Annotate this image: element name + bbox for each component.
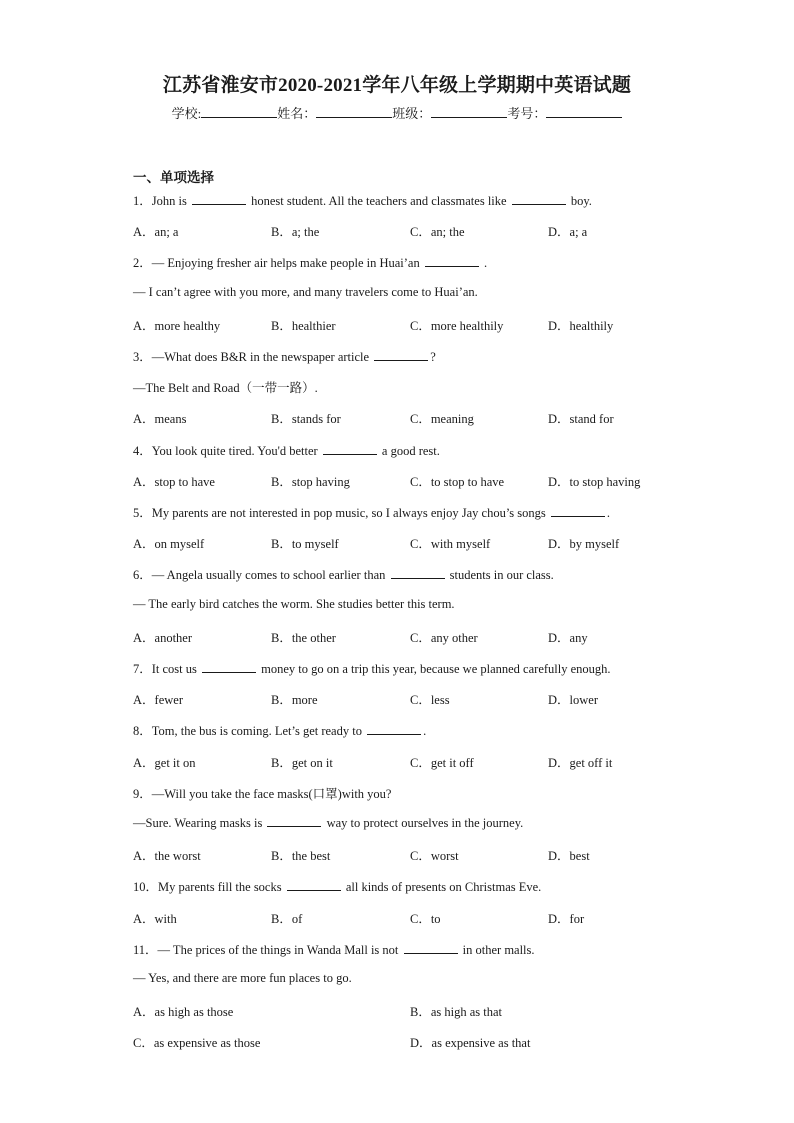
question-3-line-2 [133,378,318,396]
question-2-option-c: C．more healthily [410,318,504,333]
question-3-option-a: A．means [133,412,187,427]
name-label: 姓名： [277,106,317,121]
question-text: 9．—Will you take the face masks(口罩)with you? [133,786,392,801]
question-4-line-1 [133,441,440,459]
question-text: — I can’t agree with you more, and many travelers come to Huai’an. [133,284,478,299]
student-info-line [0,103,794,122]
question-6-line-2 [133,597,455,612]
question-9-line-1 [133,784,391,802]
exam-number-label: 考号： [507,106,547,121]
question-9-line-2 [133,815,523,831]
question-11-line-1 [133,940,535,958]
question-9-option-b: B．the best [271,849,331,864]
answer-blank [551,505,605,517]
question-10-option-d: D．for [548,911,585,926]
class-blank [431,105,507,118]
question-text: 8．Tom, the bus is coming. Let’s get ready to [133,724,366,739]
question-6-option-d: D．any [548,630,588,645]
question-11-line-2 [133,971,352,986]
question-text: — The early bird catches the worm. She studies better this term. [133,596,455,611]
school-label: 学校: [171,106,202,121]
question-text: money to go on a trip this year, because we planned carefully enough. [258,662,611,676]
question-5-option-d: D．by myself [548,537,620,552]
question-text: honest student. All the teachers and classmates like [247,194,510,208]
question-9-option-c: C．worst [410,849,459,864]
question-text: 2．— Enjoying fresher air helps make people in Huai’an [133,256,423,271]
name-blank [316,105,392,118]
question-7-line-1 [133,659,611,677]
question-text: 10．My parents fill the socks [133,880,285,895]
question-7-option-d: D．lower [548,693,598,708]
question-2-option-b: B．healthier [271,318,336,333]
question-2-option-d: D．healthily [548,318,614,333]
question-4-option-d: D．to stop having [548,474,641,489]
question-text: in other malls. [459,942,535,957]
question-5-line-1 [133,503,610,521]
question-8-option-b: B．get on it [271,755,333,770]
question-3-option-c: C．meaning [410,412,474,427]
question-7-option-b: B．more [271,693,318,708]
question-11-option-c: C．as expensive as those [133,1036,261,1051]
question-4-option-a: A．stop to have [133,474,215,489]
question-9-option-d: D．best [548,849,590,864]
question-3-line-1 [133,347,436,365]
question-5-option-a: A．on myself [133,537,205,552]
answer-blank [404,942,458,954]
question-text: boy. [567,194,592,208]
question-8-line-1 [133,721,426,739]
question-2-line-1 [133,253,487,271]
question-5-option-b: B．to myself [271,537,339,552]
answer-blank [323,443,377,455]
question-10-option-c: C．to [410,911,441,926]
question-text: a good rest. [378,443,440,458]
question-text: all kinds of presents on Christmas Eve. [342,880,542,895]
answer-blank [374,349,428,361]
question-text: 6．— Angela usually comes to school earlier than [133,568,389,583]
question-text: 11．— The prices of the things in Wanda Mall is not [133,942,402,957]
answer-blank [367,723,421,735]
question-6-option-b: B．the other [271,630,336,645]
answer-blank [287,879,341,891]
question-text: students in our class. [446,568,554,583]
question-6-option-a: A．another [133,630,193,645]
answer-blank [512,193,566,205]
question-11-option-d: D．as expensive as that [410,1036,531,1051]
question-2-option-a: A．more healthy [133,318,221,333]
question-10-option-a: A．with [133,911,177,926]
question-6-option-c: C．any other [410,630,478,645]
exam-number-blank [546,105,622,118]
answer-blank [202,661,256,673]
question-text: 7．It cost us [133,662,201,676]
answer-blank [425,255,479,267]
question-text: way to protect ourselves in the journey. [323,816,524,830]
question-7-option-c: C．less [410,693,450,708]
page-title: 江苏省淮安市2020-2021学年八年级上学期期中英语试题 [162,75,632,96]
question-6-line-1 [133,565,554,583]
section-heading: 一、单项选择 [133,170,214,185]
question-10-option-b: B．of [271,911,303,926]
question-text: ? [430,350,436,364]
answer-blank [267,815,321,827]
question-8-option-a: A．get it on [133,755,196,770]
question-10-line-1 [133,877,541,895]
question-3-option-d: D．stand for [548,412,614,427]
question-text: . [606,506,611,520]
question-text: . [423,724,427,739]
answer-blank [391,567,445,579]
question-3-option-b: B．stands for [271,412,341,427]
question-text: . [480,256,488,271]
question-8-option-d: D．get off it [548,755,613,770]
question-9-option-a: A．the worst [133,849,201,864]
question-text: 3．—What does B&R in the newspaper article [133,350,373,364]
question-1-option-b: B．a; the [271,225,320,240]
question-1-line-1 [133,191,592,209]
question-4-option-b: B．stop having [271,474,350,489]
question-text: 4．You look quite tired. You'd better [133,443,321,458]
question-5-option-c: C．with myself [410,537,491,552]
question-1-option-a: A．an; a [133,225,179,240]
question-8-option-c: C．get it off [410,755,474,770]
question-text: — Yes, and there are more fun places to go. [133,971,352,985]
question-11-option-b: B．as high as that [410,1005,503,1020]
question-4-option-c: C．to stop to have [410,474,505,489]
question-7-option-a: A．fewer [133,693,183,708]
question-1-option-c: C．an; the [410,225,465,240]
question-text: 1．John is [133,194,190,208]
question-text: 5．My parents are not interested in pop music, so I always enjoy Jay chou’s songs [133,506,549,520]
question-11-option-a: A．as high as those [133,1005,234,1020]
question-text: —Sure. Wearing masks is [133,816,266,830]
answer-blank [192,193,246,205]
school-blank [201,105,277,118]
question-2-line-2 [133,285,478,300]
question-1-option-d: D．a; a [548,225,588,240]
class-label: 班级： [392,106,432,121]
question-text: —The Belt and Road（一带一路）. [133,381,318,396]
